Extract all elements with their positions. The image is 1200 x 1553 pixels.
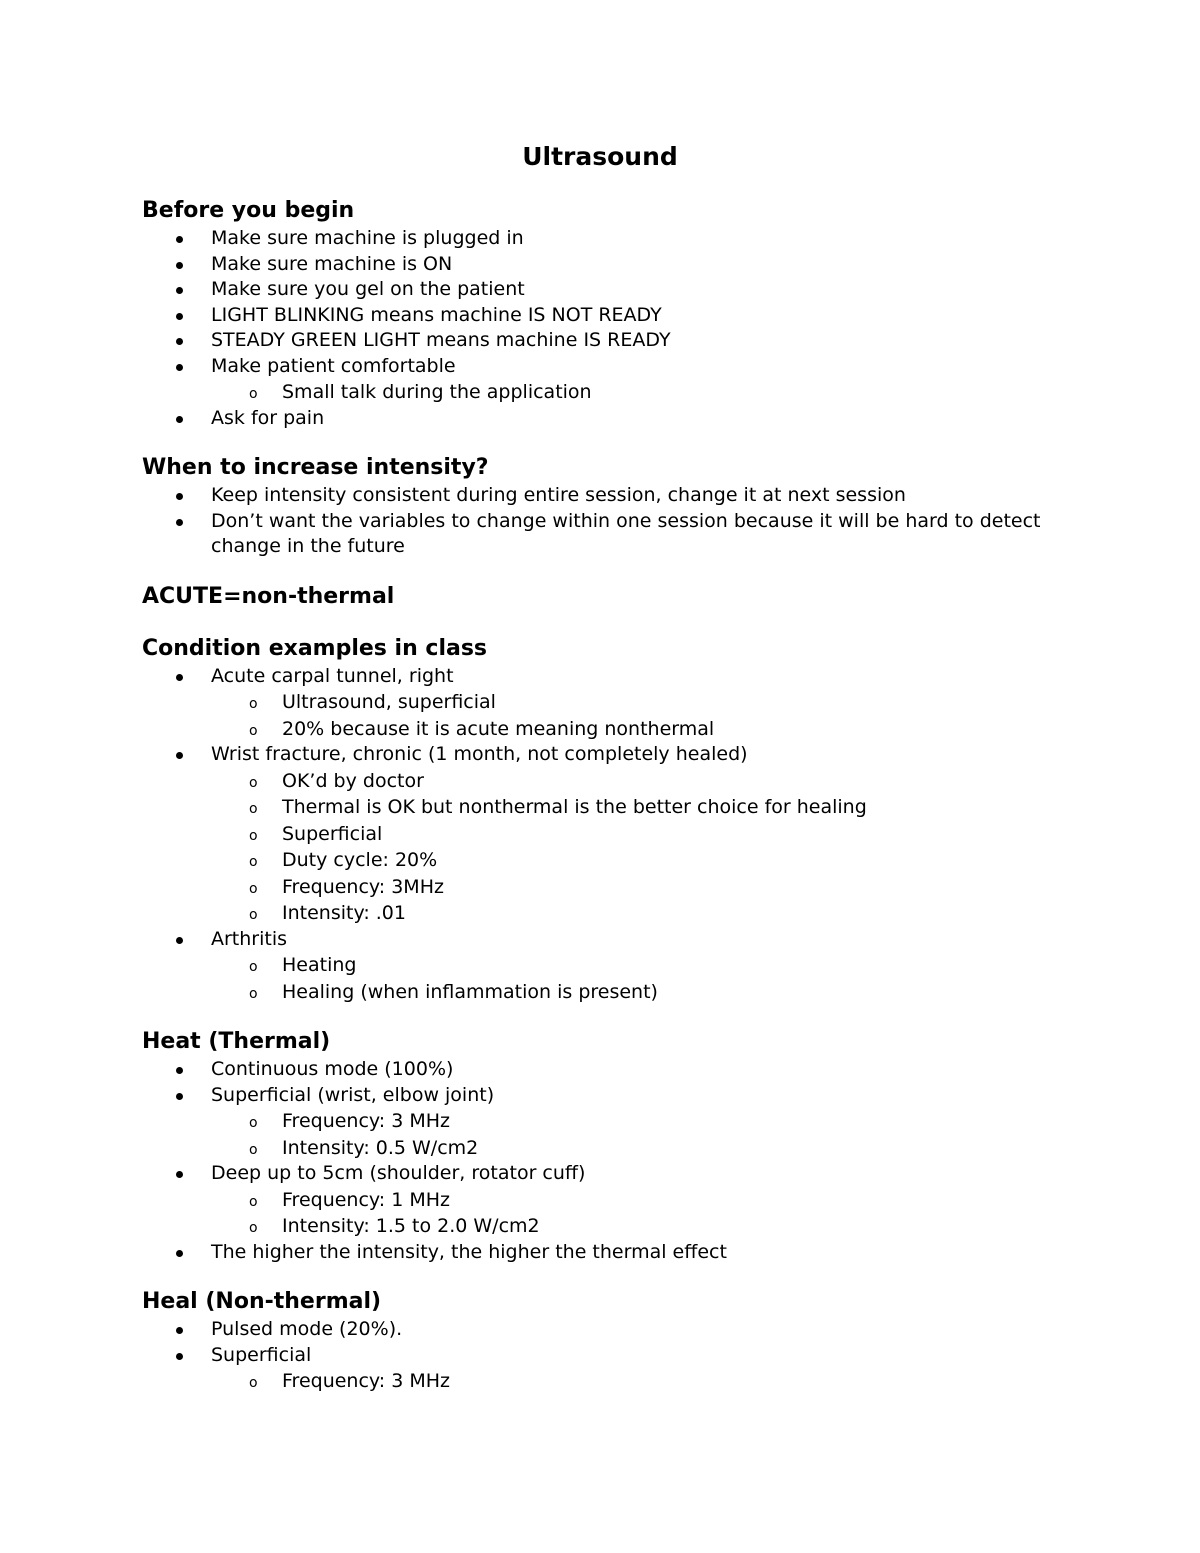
section-gap [142,560,1072,582]
sub-bullet-list [211,689,1072,742]
sub-bullet-item [142,847,1072,874]
bullet-text: Arthritis [211,927,288,950]
section-heading: Before you begin [142,198,355,223]
bullet-text: Don’t want the variables to change within one session because it will be hard to detect change in the future [211,509,1041,557]
bullet-text: Deep up to 5cm (shoulder, rotator cuff) [211,1162,586,1184]
bullet-item [142,328,1072,354]
bullet-text: LIGHT BLINKING means machine IS NOT READY [211,303,662,326]
sub-bullet-text: o Frequency: 3 MHz [282,1110,450,1132]
sub-bullet-text: o 20% because it is acute meaning nonthermal [282,717,715,740]
bullet-list [142,483,1072,560]
bullet-item [142,1161,1072,1240]
section-gap [142,612,1072,634]
bullet-text: Make sure you gel on the patient [211,278,525,300]
sub-bullet-item [142,716,1072,743]
section-heading: When to increase intensity? [142,455,489,480]
sub-bullet-item [142,1187,1072,1214]
section-heading: ACUTE=non-thermal [142,583,395,609]
sub-bullet-text: o Thermal is OK but nonthermal is the better choice for healing [282,796,867,818]
bullet-text: Superficial (wrist, elbow joint) [211,1083,495,1106]
sub-bullet-item [142,768,1072,795]
sub-bullet-item [142,379,1072,406]
section-heading: Condition examples in class [142,635,488,661]
bullet-item [142,483,1072,509]
bullet-item [142,226,1072,252]
bullet-list [142,1317,1072,1395]
bullet-text: Wrist fracture, chronic (1 month, not completely healed) [211,743,748,765]
bullet-text: Superficial [211,1343,312,1366]
bullet-item [142,252,1072,278]
bullet-list [142,664,1072,1006]
sub-bullet-list [211,952,1072,1005]
bullet-item [142,1317,1072,1343]
document-body [142,196,1072,1395]
bullet-item [142,1083,1072,1162]
sub-bullet-item [142,874,1072,901]
sub-bullet-text: o Ultrasound, superficial [282,691,496,713]
sub-bullet-item [142,1213,1072,1240]
bullet-item [142,509,1072,560]
sub-bullet-text: o Superficial [282,822,383,845]
sub-bullet-text: o Frequency: 3MHz [282,875,444,898]
bullet-text: Keep intensity consistent during entire session, change it at next session [211,484,906,506]
section-heading: Heat (Thermal) [142,1029,331,1054]
section-gap [142,1265,1072,1287]
sub-bullet-list [211,379,1072,406]
sub-bullet-text: o Intensity: 1.5 to 2.0 W/cm2 [282,1215,540,1237]
bullet-item [142,1057,1072,1083]
sub-bullet-item [142,1368,1072,1395]
sub-bullet-text: o Heating [282,954,357,976]
bullet-item [142,303,1072,329]
sub-bullet-text: o Healing (when inflammation is present) [282,980,658,1003]
section-gap [142,1005,1072,1027]
bullet-list [142,226,1072,431]
sub-bullet-text: o Duty cycle: 20% [282,849,438,871]
sub-bullet-item [142,794,1072,821]
bullet-item [142,406,1072,432]
bullet-item [142,1343,1072,1395]
sub-bullet-item [142,1108,1072,1135]
bullet-text: The higher the intensity, the higher the thermal effect [211,1240,727,1263]
bullet-item [142,354,1072,406]
sub-bullet-list [211,768,1072,927]
sub-bullet-text: o OK’d by doctor [282,769,424,792]
sub-bullet-list [211,1368,1072,1395]
sub-bullet-item [142,979,1072,1006]
bullet-list [142,1057,1072,1265]
bullet-text: Continuous mode (100%) [211,1058,454,1080]
bullet-item [142,664,1072,743]
bullet-text: Ask for pain [211,406,325,429]
sub-bullet-text: o Intensity: .01 [282,902,406,924]
sub-bullet-item [142,821,1072,848]
bullet-item [142,1240,1072,1266]
sub-bullet-text: o Intensity: 0.5 W/cm2 [282,1136,479,1159]
sub-bullet-item [142,952,1072,979]
bullet-text: Pulsed mode (20%). [211,1318,403,1340]
bullet-text: Make sure machine is ON [211,252,453,275]
sub-bullet-item [142,900,1072,927]
sub-bullet-list [211,1108,1072,1161]
section-gap [142,431,1072,453]
sub-bullet-text: o Frequency: 3 MHz [282,1370,450,1392]
bullet-text: STEADY GREEN LIGHT means machine IS READY [211,329,671,351]
bullet-item [142,277,1072,303]
bullet-text: Make patient comfortable [211,354,456,377]
document-title: Ultrasound [522,142,678,171]
bullet-text: Make sure machine is plugged in [211,227,524,249]
sub-bullet-item [142,1135,1072,1162]
bullet-item [142,927,1072,1006]
bullet-text: Acute carpal tunnel, right [211,664,454,687]
sub-bullet-list [211,1187,1072,1240]
sub-bullet-text: o Frequency: 1 MHz [282,1188,450,1211]
bullet-item [142,742,1072,927]
sub-bullet-text: o Small talk during the application [282,381,592,403]
section-heading: Heal (Non-thermal) [142,1289,382,1314]
sub-bullet-item [142,689,1072,716]
